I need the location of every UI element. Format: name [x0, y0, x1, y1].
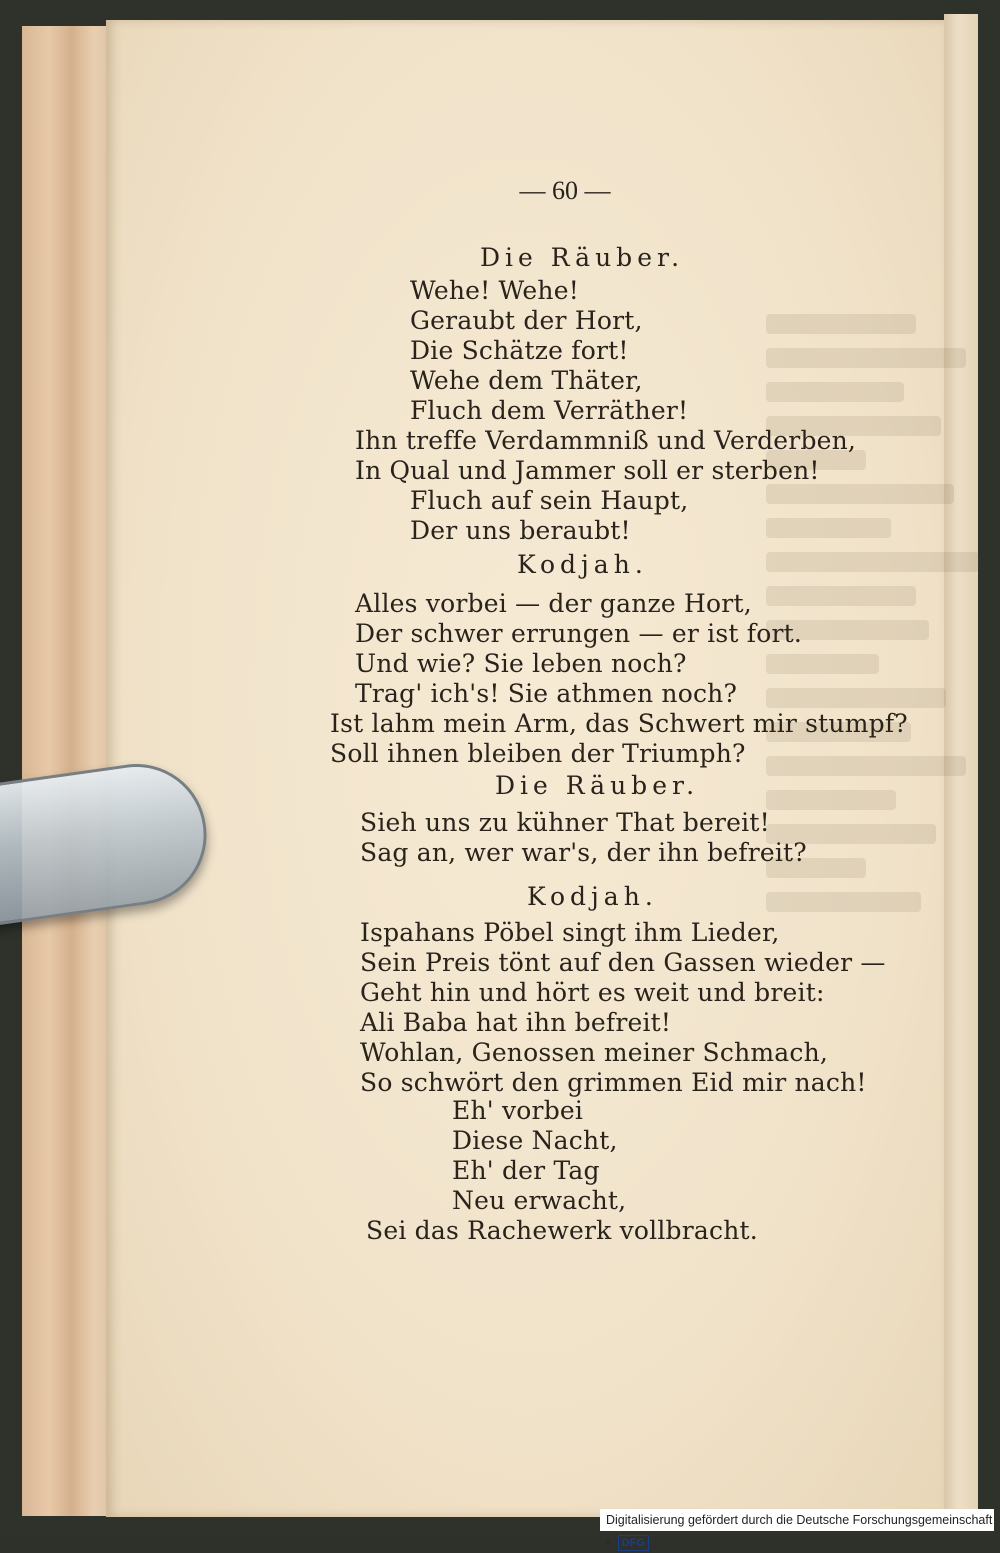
- verse-line: Fluch dem Verräther!: [410, 396, 689, 425]
- verse-line: Fluch auf sein Haupt,: [410, 486, 689, 515]
- verse-line: Und wie? Sie leben noch?: [355, 649, 687, 678]
- verse-line: Wohlan, Genossen meiner Schmach,: [360, 1038, 829, 1067]
- verse-line: Eh' vorbei: [452, 1096, 584, 1125]
- verse-line: Geht hin und hört es weit und breit:: [360, 978, 825, 1007]
- verse-line: Geraubt der Hort,: [410, 306, 643, 335]
- verse-line: Ispahans Pöbel singt ihm Lieder,: [360, 918, 780, 947]
- verse-line: Der schwer errungen — er ist fort.: [355, 619, 803, 648]
- verse-line: Sein Preis tönt auf den Gassen wieder —: [360, 948, 886, 977]
- digitization-footer: [600, 1509, 994, 1549]
- footer-text: Digitalisierung gefördert durch die Deutsche Forschungsgemeinschaft -: [606, 1513, 993, 1549]
- verse-line: So schwört den grimmen Eid mir nach!: [360, 1068, 867, 1097]
- verse-line: Alles vorbei — der ganze Hort,: [355, 589, 752, 618]
- verse-line: Diese Nacht,: [452, 1126, 618, 1155]
- speaker-heading: Kodjah.: [527, 882, 658, 911]
- verse-line: Neu erwacht,: [452, 1186, 627, 1215]
- page-number: — 60 —: [519, 176, 611, 205]
- speaker-heading: Die Räuber.: [480, 243, 685, 272]
- verse-line: Wehe! Wehe!: [410, 276, 579, 305]
- verse-line: Eh' der Tag: [452, 1156, 600, 1185]
- speaker-heading: Kodjah.: [517, 550, 648, 579]
- verse-line: Ali Baba hat ihn befreit!: [360, 1008, 672, 1037]
- verse-line: Soll ihnen bleiben der Triumph?: [330, 739, 746, 768]
- verse-line: Sei das Rachewerk vollbracht.: [366, 1216, 758, 1245]
- dfg-logo: DFG: [618, 1535, 649, 1551]
- verse-line: In Qual und Jammer soll er sterben!: [355, 456, 820, 485]
- verse-line: Ihn treffe Verdammniß und Verderben,: [355, 426, 857, 455]
- verse-line: Der uns beraubt!: [410, 516, 631, 545]
- verse-line: Ist lahm mein Arm, das Schwert mir stumpf?: [330, 709, 908, 738]
- verse-line: Wehe dem Thäter,: [410, 366, 643, 395]
- verse-line: Sieh uns zu kühner That bereit!: [360, 808, 770, 837]
- verse-line: Sag an, wer war's, der ihn befreit?: [360, 838, 807, 867]
- speaker-heading: Die Räuber.: [495, 771, 700, 800]
- verse-line: Die Schätze fort!: [410, 336, 629, 365]
- verse-line: Trag' ich's! Sie athmen noch?: [355, 679, 738, 708]
